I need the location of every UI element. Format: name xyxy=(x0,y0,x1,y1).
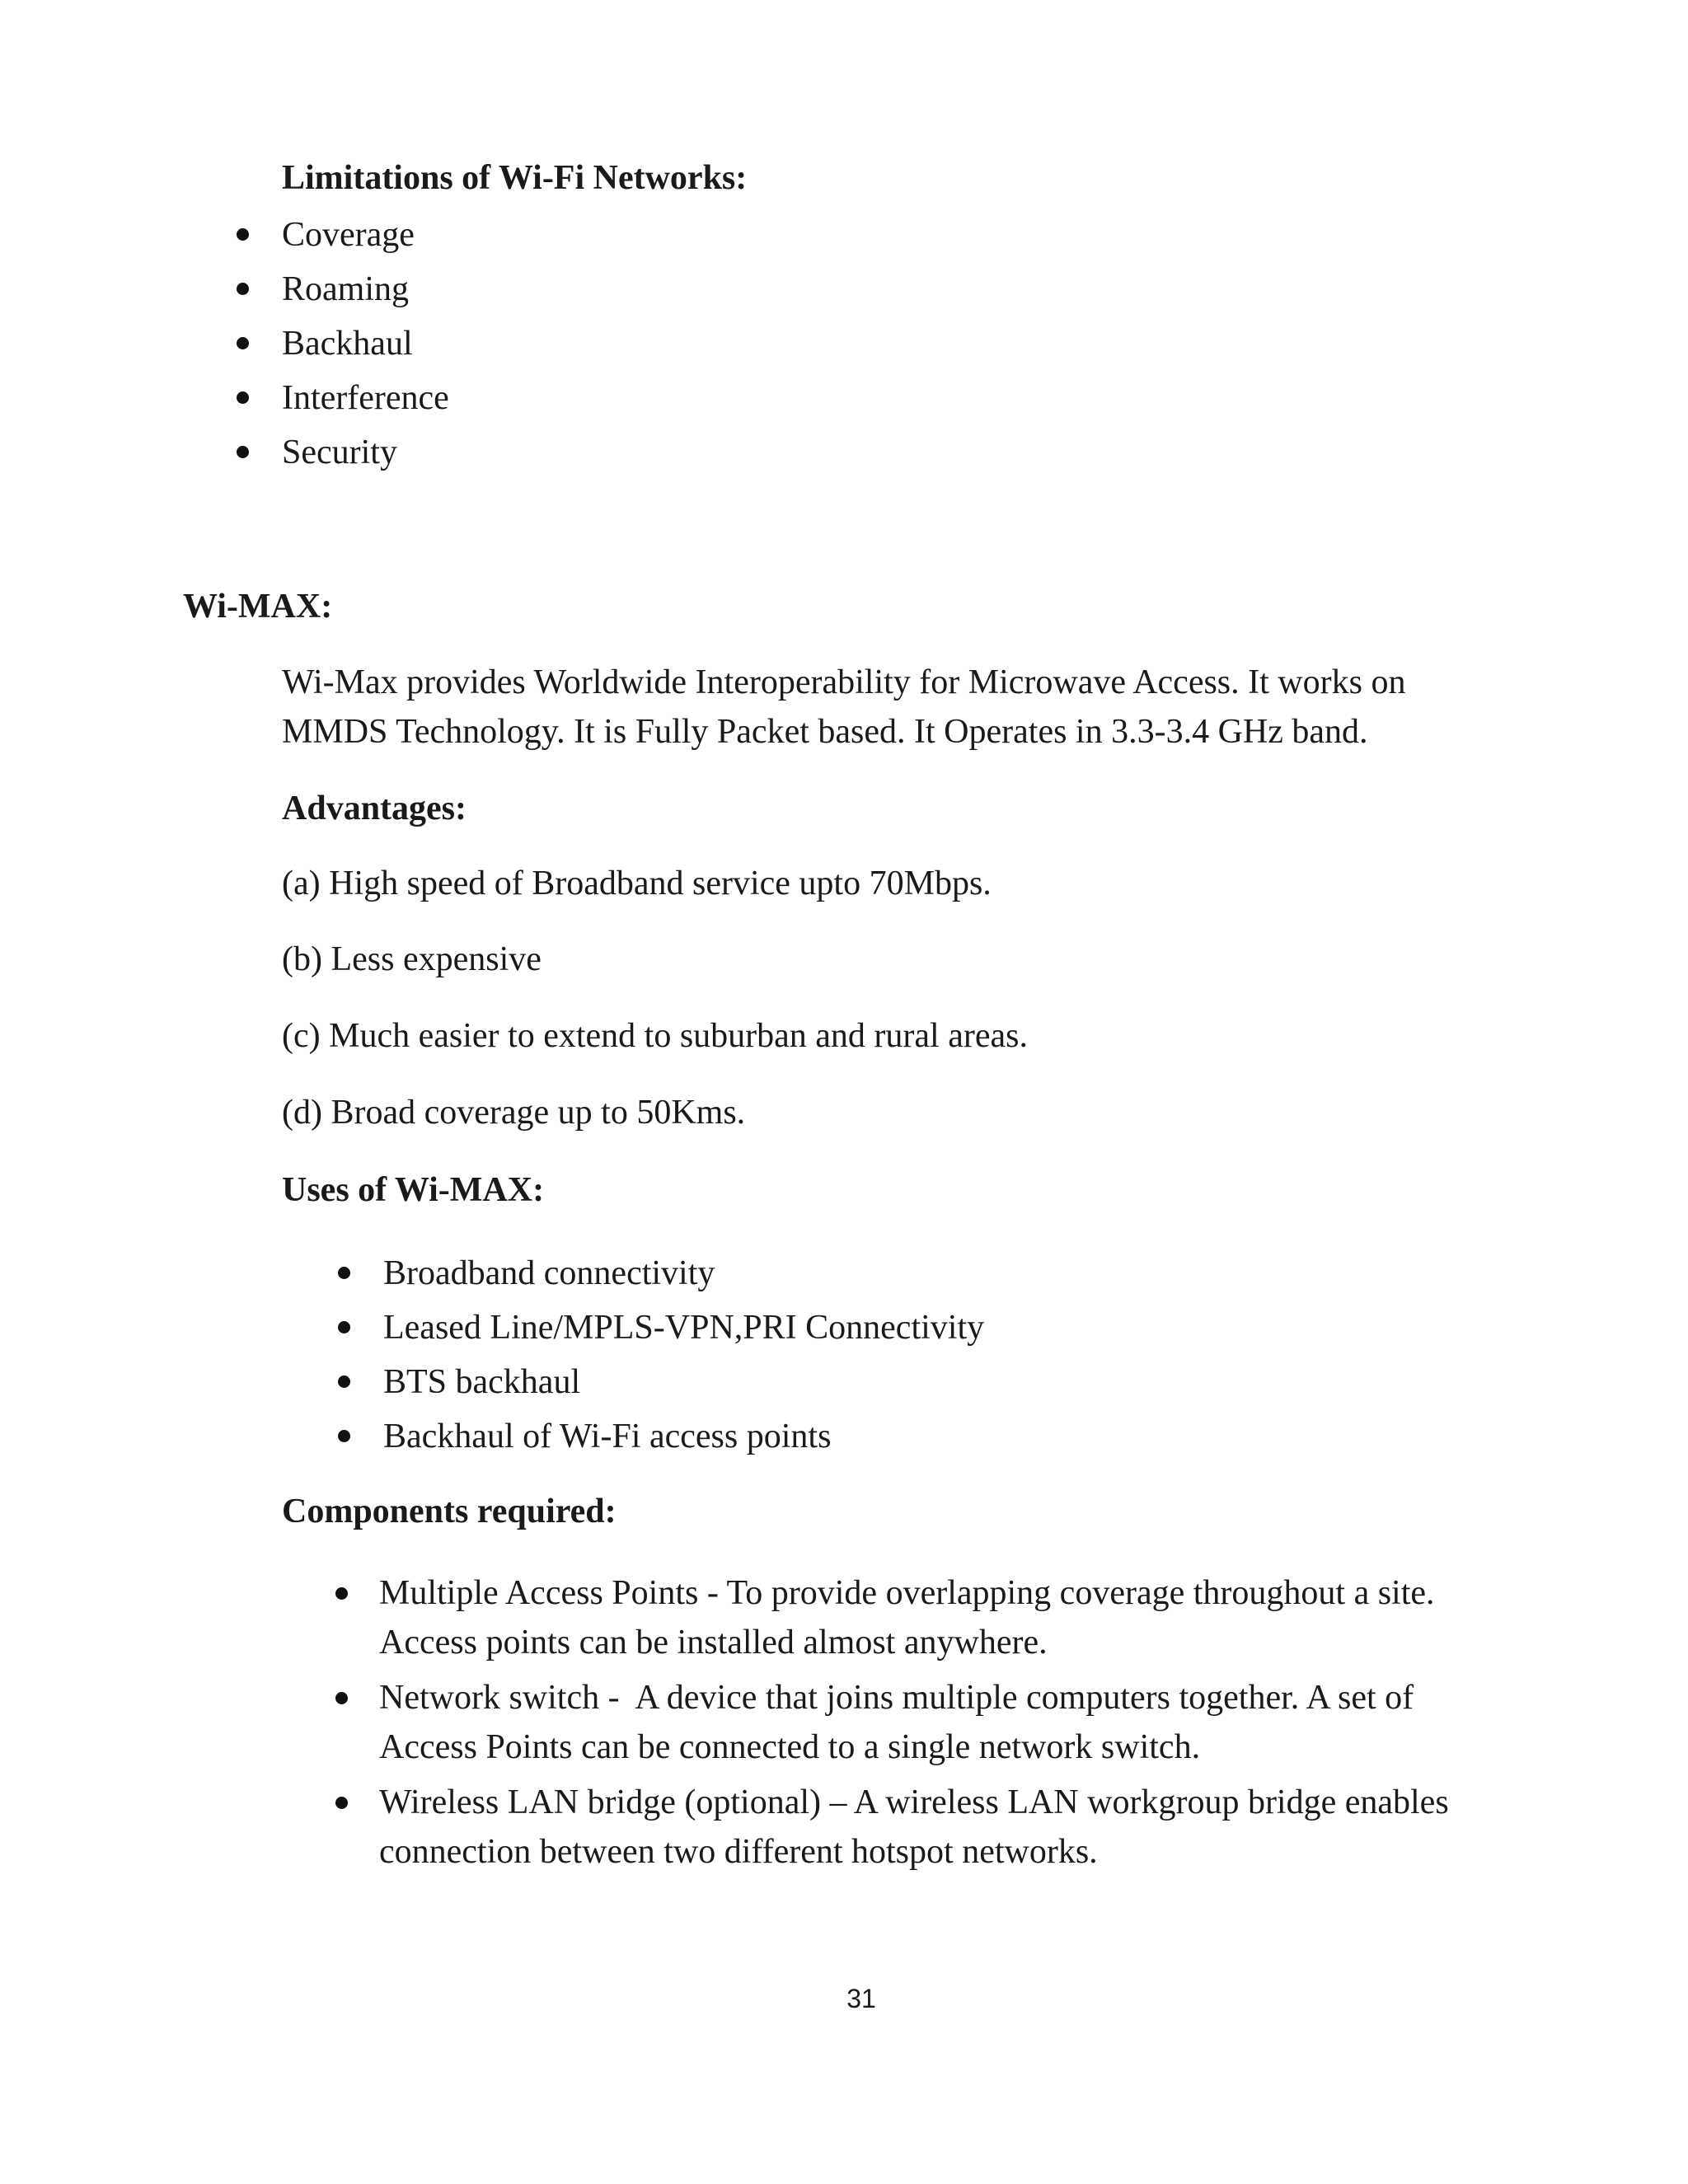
list-item: Broadband connectivity xyxy=(383,1246,984,1301)
bullet-icon xyxy=(237,446,249,458)
bullet-icon xyxy=(237,337,249,349)
list-item xyxy=(379,1778,1615,1877)
component-line: Access points can be installed almost anywhere. xyxy=(379,1624,1048,1661)
component-line: connection between two different hotspot networks. xyxy=(379,1833,1098,1871)
list-item xyxy=(379,1568,1615,1667)
list-item: Leased Line/MPLS-VPN,PRI Connectivity xyxy=(383,1301,984,1355)
list-item: Security xyxy=(282,425,449,480)
wimax-heading: Wi-MAX: xyxy=(183,588,333,626)
list-item xyxy=(379,1673,1615,1772)
bullet-icon xyxy=(237,283,249,295)
bullet-icon xyxy=(338,1321,350,1333)
component-line: Multiple Access Points - To provide overlapping coverage throughout a site. xyxy=(379,1574,1435,1612)
uses-list xyxy=(383,1246,984,1464)
bullet-icon xyxy=(338,1376,350,1388)
list-item: Backhaul of Wi-Fi access points xyxy=(383,1409,984,1464)
bullet-icon xyxy=(335,1587,348,1600)
bullet-icon xyxy=(338,1267,350,1279)
components-list xyxy=(379,1568,1615,1882)
list-item: Backhaul xyxy=(282,316,449,371)
advantage-item: (b) Less expensive xyxy=(282,940,542,978)
wimax-intro-line: Wi-Max provides Worldwide Interoperability for Microwave Access. It works on xyxy=(282,663,1406,701)
list-item: Interference xyxy=(282,371,449,425)
wimax-intro-line: MMDS Technology. It is Fully Packet based. It Operates in 3.3-3.4 GHz band. xyxy=(282,713,1368,751)
bullet-icon xyxy=(338,1430,350,1442)
uses-heading: Uses of Wi-MAX: xyxy=(282,1171,545,1209)
advantage-item: (c) Much easier to extend to suburban and rural areas. xyxy=(282,1017,1028,1055)
bullet-icon xyxy=(335,1692,348,1704)
component-line: Access Points can be connected to a single network switch. xyxy=(379,1728,1201,1766)
list-item: Coverage xyxy=(282,208,449,262)
limitations-list xyxy=(282,208,449,480)
advantage-item: (d) Broad coverage up to 50Kms. xyxy=(282,1094,746,1132)
advantages-heading: Advantages: xyxy=(282,790,467,827)
wimax-intro xyxy=(282,658,1568,757)
list-item: BTS backhaul xyxy=(383,1355,984,1409)
bullet-icon xyxy=(237,391,249,404)
bullet-icon xyxy=(237,228,249,241)
components-heading: Components required: xyxy=(282,1493,617,1530)
bullet-icon xyxy=(335,1797,348,1809)
advantage-item: (a) High speed of Broadband service upto 70Mbps. xyxy=(282,865,992,902)
component-line: Network switch - A device that joins multiple computers together. A set of xyxy=(379,1679,1414,1717)
page-number: 31 xyxy=(846,1984,876,2013)
list-item: Roaming xyxy=(282,262,449,316)
component-line: Wireless LAN bridge (optional) – A wireless LAN workgroup bridge enables xyxy=(379,1783,1449,1821)
limitations-heading: Limitations of Wi-Fi Networks: xyxy=(282,159,748,197)
